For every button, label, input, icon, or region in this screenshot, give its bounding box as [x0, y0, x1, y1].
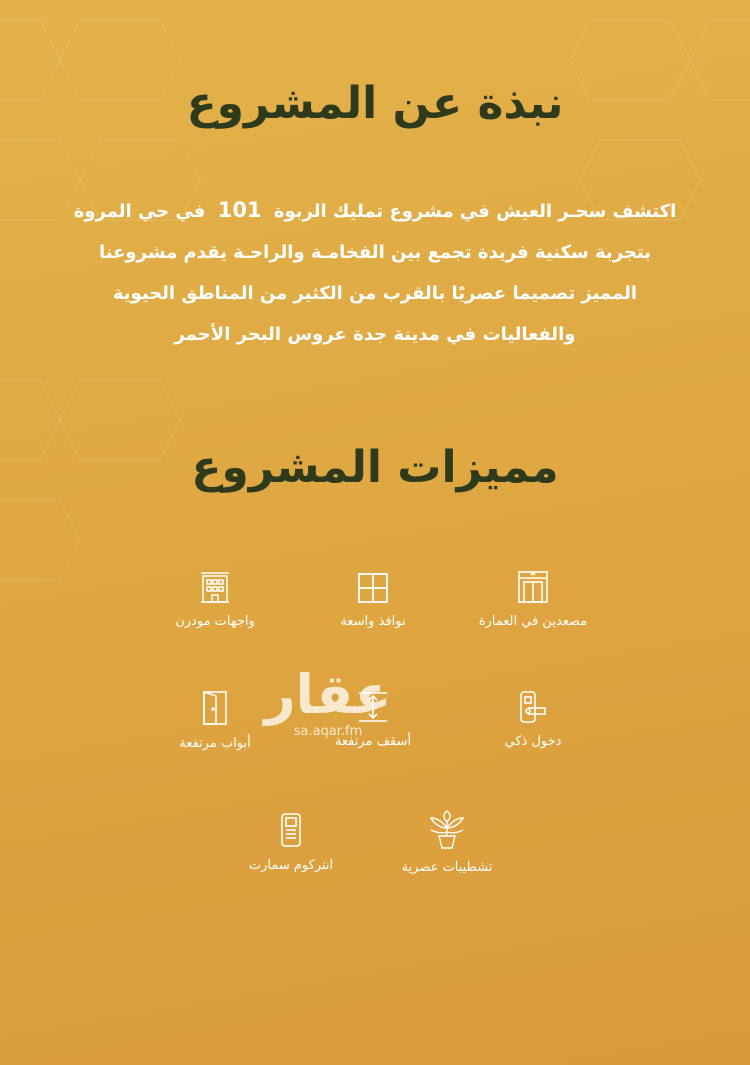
about-line1-part2: في حي المروة — [73, 201, 206, 222]
window-icon — [357, 572, 389, 604]
feature-high-ceilings — [288, 690, 458, 749]
feature-windows — [288, 572, 458, 629]
about-line: والفعاليات في مدينة جدة عروس البحر الأحمر — [174, 324, 576, 345]
door-icon — [200, 690, 230, 726]
about-line — [70, 190, 680, 232]
feature-label: واجهات مودرن — [175, 614, 255, 629]
intercom-icon — [278, 812, 304, 848]
ceiling-height-icon — [356, 690, 390, 724]
plant-icon — [425, 810, 469, 850]
feature-smart-entry — [448, 690, 618, 749]
feature-label: تشطيبات عصرية — [401, 860, 493, 875]
about-line1-part1: اكتشف سحـر العيش في مشروع تمليك الربوة — [273, 201, 677, 222]
smart-lock-icon — [517, 690, 549, 724]
about-paragraph — [70, 190, 680, 355]
feature-smart-intercom — [206, 812, 376, 873]
feature-label: مصعدين في العمارة — [478, 614, 588, 629]
watermark-logo: عقار — [264, 663, 392, 726]
about-title: نبذة عن المشروع — [186, 78, 564, 129]
feature-label: نوافذ واسعة — [340, 614, 406, 629]
about-line: المميز تصميما عصريًا بالقرب من الكثير من المناطق الحيوية — [112, 283, 638, 304]
feature-label: أبواب مرتفعة — [179, 736, 251, 751]
about-line: بتجربة سكنية فريدة تجمع بين الفخامـة والراحـة يقدم مشروعنا — [99, 242, 651, 263]
feature-label: أسقف مرتفعة — [334, 734, 412, 749]
feature-elevators — [448, 570, 618, 629]
feature-modern-finishes — [362, 810, 532, 875]
elevator-icon — [516, 570, 550, 604]
feature-label: دخول ذكي — [504, 734, 562, 749]
feature-modern-facades — [130, 570, 300, 629]
project-number: 101 — [217, 198, 262, 222]
features-title: مميزات المشروع — [191, 442, 559, 493]
feature-tall-doors — [130, 690, 300, 751]
building-icon — [198, 570, 232, 604]
feature-label: انتركوم سمارت — [248, 858, 334, 873]
watermark-url: sa.aqar.fm — [293, 724, 363, 739]
